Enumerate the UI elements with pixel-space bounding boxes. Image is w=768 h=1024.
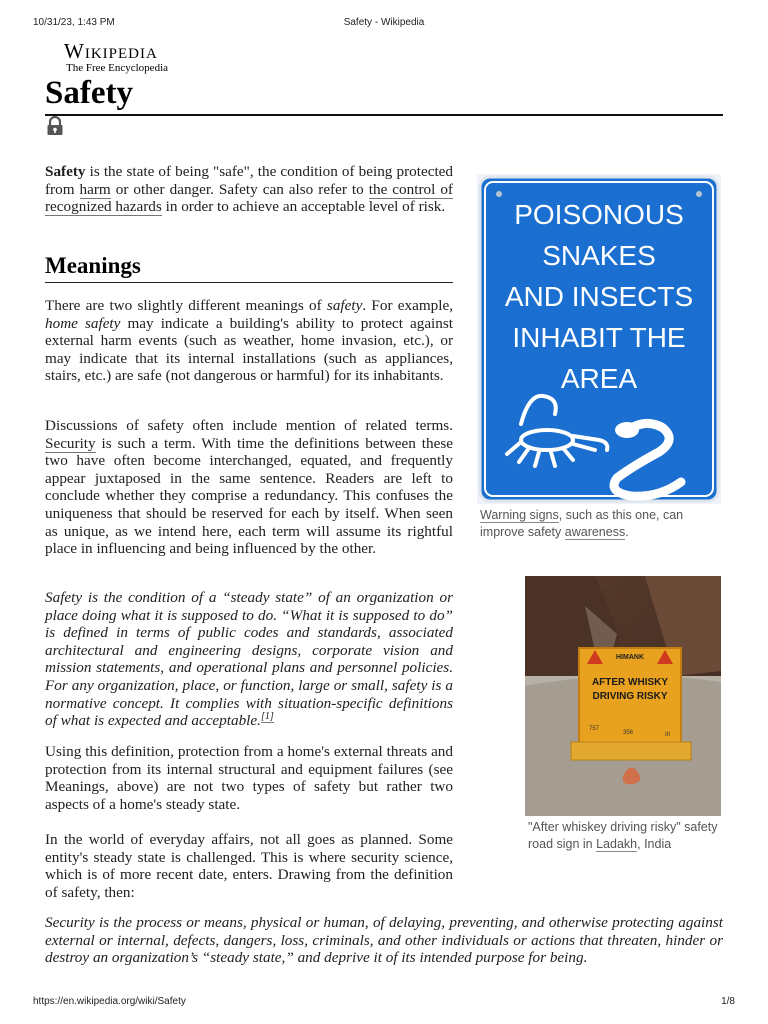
- caption1-text-2: .: [625, 525, 629, 539]
- caption2-text-2: , India: [637, 837, 672, 851]
- para2-text-2: is such a term. With time the definitions between these two have often become interchanged, equated, and frequently appear juxtaposed in the same sentence. Readers are left to conclude whether they comprise a redundancy. This confuses the uniqueness that should be reserved for each by itself. When seen as unique, as we intend here, each term will assume its rightful place in influencing and being influenced by the other.: [45, 434, 453, 558]
- figure-road-sign: [525, 576, 721, 816]
- figure-caption-road-sign: [528, 819, 720, 853]
- link-harm[interactable]: harm: [79, 180, 111, 198]
- print-url[interactable]: https://en.wikipedia.org/wiki/Safety: [33, 996, 186, 1007]
- intro-text-2: or other danger. Safety can also refer to: [110, 180, 369, 198]
- intro-paragraph: [45, 163, 453, 216]
- reference-link-1[interactable]: [1]: [260, 711, 274, 723]
- sign-line-2: SNAKES: [542, 240, 656, 271]
- sign-line-1: POISONOUS: [514, 199, 684, 230]
- print-datetime: 10/31/23, 1:43 PM: [33, 17, 115, 28]
- sign-line-4: INHABIT THE: [512, 322, 686, 353]
- road-sign-org: HIMANK: [616, 654, 644, 661]
- para1-text-3: may indicate a building's ability to protect against external harm events (such as weather, home invasion, etc.), or may indicate that its internal installations (such as appliances, stairs, etc.) are safe (not dangerous or harmful) for its inhabitants.: [45, 314, 453, 385]
- caption2-text-1: "After whiskey driving risky" safety road sign in: [528, 820, 718, 851]
- para1-text-1: There are two slightly different meanings of: [45, 297, 327, 314]
- link-warning-signs[interactable]: Warning signs: [480, 508, 559, 522]
- road-sign-small-right: III: [665, 732, 671, 738]
- blockquote-safety-definition: [45, 589, 453, 730]
- print-page-number: 1/8: [721, 996, 735, 1007]
- meanings-paragraph-2: [45, 417, 453, 558]
- meanings-paragraph-3: Using this definition, protection from a home's external threats and protection from its internal structural and equipment failures (see Meanings, above) are not two types of safety but rather two aspects of a home's steady state.: [45, 743, 453, 813]
- intro-term: Safety: [45, 163, 86, 180]
- sign-line-5: AREA: [560, 363, 638, 394]
- link-awareness[interactable]: awareness: [564, 525, 626, 539]
- section-heading-meanings: Meanings: [45, 253, 141, 278]
- road-sign-line-2: DRIVING RISKY: [592, 691, 668, 702]
- logo-tagline: The Free Encyclopedia: [66, 62, 169, 74]
- para2-text-1: Discussions of safety often include mention of related terms.: [45, 417, 453, 434]
- intro-text-3: in order to achieve an acceptable level of risk.: [161, 198, 446, 216]
- link-ladakh[interactable]: Ladakh: [596, 837, 638, 851]
- road-sign-line-1: AFTER WHISKY: [591, 677, 669, 688]
- road-sign-small-center: 356: [623, 730, 634, 736]
- para1-text-2: . For example,: [362, 297, 453, 314]
- wikipedia-logo[interactable]: [64, 40, 168, 75]
- figure-warning-sign: [477, 174, 721, 504]
- intro-text-1: is the state of being "safe", the condition of being protected from: [45, 163, 453, 198]
- link-security[interactable]: Security: [45, 434, 96, 452]
- figure-caption-warning-sign: [480, 507, 720, 541]
- para1-italic-1: safety: [326, 297, 363, 314]
- lock-icon[interactable]: [46, 116, 64, 136]
- logo-wordmark: Wikipedia: [64, 39, 158, 63]
- meanings-paragraph-4: In the world of everyday affairs, not all goes as planned. Some entity's steady state is challenged. This is where security science, which is of more recent date, enters. Drawing from the definition of safety, then:: [45, 831, 453, 901]
- title-divider: [45, 114, 723, 116]
- page-title: Safety: [45, 75, 133, 111]
- section-divider: [45, 282, 453, 283]
- print-page-title: Safety - Wikipedia: [343, 17, 425, 28]
- meanings-paragraph-1: [45, 297, 453, 385]
- sign-line-3: AND INSECTS: [504, 281, 694, 312]
- link-control-of-hazards[interactable]: the control of recognized hazards: [45, 180, 453, 216]
- road-sign-small-left: 757: [589, 726, 600, 732]
- caption1-text-1: , such as this one, can improve safety: [480, 508, 684, 539]
- para1-italic-2: home safety: [45, 314, 121, 332]
- quote1-text: Safety is the condition of a “steady state” of an organization or place doing what it is supposed to do. “What it is supposed to do” is defined in terms of public codes and standards, associated architectural and engineering designs, corporate vision and mission statements, and operational plans and personnel policies. For any organization, place, or function, large or small, safety is a normative concept. It complies with situation-specific definitions of what is expected and acceptable.: [45, 589, 453, 730]
- blockquote-security-definition: Security is the process or means, physical or human, of delaying, preventing, and otherwise protecting against external or internal, defects, dangers, loss, criminals, and other individuals or actions that threaten, hinder or destroy an organization’s “steady state,” and deprive it of its intended purpose for being.: [45, 914, 723, 967]
